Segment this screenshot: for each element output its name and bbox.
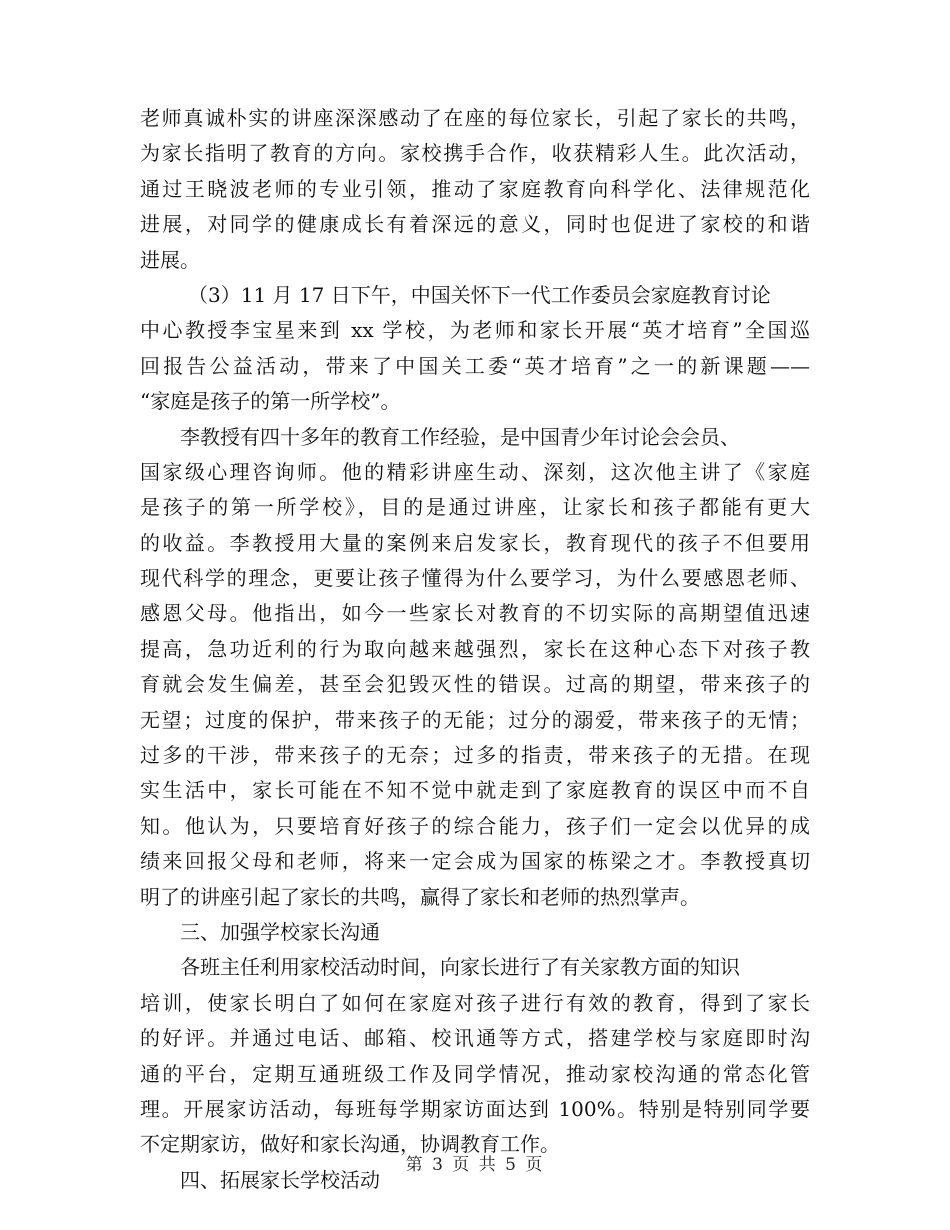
text-line: 现代科学的理念，更要让孩子懂得为什么要学习，为什么要感恩老师、 bbox=[140, 566, 810, 591]
text-line: 回报告公益活动，带来了中国关工委“英才培育”之一的新课题—— bbox=[140, 353, 810, 378]
text-line: 三、加强学校家长沟通 bbox=[180, 919, 380, 944]
text-line: 老师真诚朴实的讲座深深感动了在座的每位家长，引起了家长的共鸣， bbox=[140, 106, 810, 130]
page-footer: 第 3 页 共 5 页 bbox=[405, 1155, 545, 1175]
text-line: 中心教授李宝星来到 xx 学校，为老师和家长开展“英才培育”全国巡 bbox=[140, 318, 810, 343]
text-line: 通过王晓波老师的专业引领，推动了家庭教育向科学化、法律规范化 bbox=[140, 176, 810, 201]
text-line: 是孩子的第一所学校》，目的是通过讲座，让家长和孩子都能有更大 bbox=[140, 495, 810, 520]
document-body bbox=[140, 101, 810, 1198]
text-line: 育就会发生偏差，甚至会犯毁灭性的错误。过高的期望，带来孩子的 bbox=[140, 672, 810, 697]
text-line: 四、拓展家长学校活动 bbox=[180, 1167, 380, 1192]
text-line: 各班主任利用家校活动时间，向家长进行了有关家教方面的知识 bbox=[180, 955, 740, 980]
text-line: 感恩父母。他指出，如今一些家长对教育的不切实际的高期望值迅速 bbox=[140, 601, 810, 626]
text-line: 李教授有四十多年的教育工作经验，是中国青少年讨论会会员、 bbox=[180, 424, 740, 449]
text-line: （3）11 月 17 日下午，中国关怀下一代工作委员会家庭教育讨论 bbox=[188, 282, 771, 307]
text-line: 进展，对同学的健康成长有着深远的意义，同时也促进了家校的和谐 bbox=[140, 212, 810, 237]
text-line: 的收益。李教授用大量的案例来启发家长，教育现代的孩子不但要用 bbox=[140, 530, 810, 555]
text-line: 国家级心理咨询师。他的精彩讲座生动、深刻，这次他主讲了《家庭 bbox=[140, 459, 810, 484]
text-line: 提高，急功近利的行为取向越来越强烈，家长在这种心态下对孩子教 bbox=[140, 636, 810, 661]
text-line: 实生活中，家长可能在不知不觉中就走到了家庭教育的误区中而不自 bbox=[140, 778, 810, 803]
text-line: 绩来回报父母和老师，将来一定会成为国家的栋梁之才。李教授真切 bbox=[140, 849, 810, 874]
text-line: 通的平台，定期互通班级工作及同学情况，推动家校沟通的常态化管 bbox=[140, 1061, 810, 1086]
text-line: 知。他认为，只要培育好孩子的综合能力，孩子们一定会以优异的成 bbox=[140, 813, 810, 838]
text-line: 明了的讲座引起了家长的共鸣，赢得了家长和老师的热烈掌声。 bbox=[140, 884, 700, 909]
text-line: 的好评。并通过电话、邮箱、校讯通等方式，搭建学校与家庭即时沟 bbox=[140, 1026, 810, 1051]
text-line: 进展。 bbox=[140, 247, 200, 272]
text-line: 不定期家访，做好和家长沟通，协调教育工作。 bbox=[140, 1132, 560, 1157]
text-line: 无望；过度的保护，带来孩子的无能；过分的溺爱，带来孩子的无情； bbox=[140, 707, 810, 732]
text-line: 理。开展家访活动，每班每学期家访面达到 100%。特别是特别同学要 bbox=[140, 1096, 810, 1121]
text-line: 为家长指明了教育的方向。家校携手合作，收获精彩人生。此次活动， bbox=[140, 141, 810, 166]
text-line: “家庭是孩子的第一所学校”。 bbox=[140, 389, 401, 414]
text-line: 培训，使家长明白了如何在家庭对孩子进行有效的教育，得到了家长 bbox=[140, 990, 810, 1015]
text-line: 过多的干涉，带来孩子的无奈；过多的指责，带来孩子的无措。在现 bbox=[140, 743, 810, 768]
